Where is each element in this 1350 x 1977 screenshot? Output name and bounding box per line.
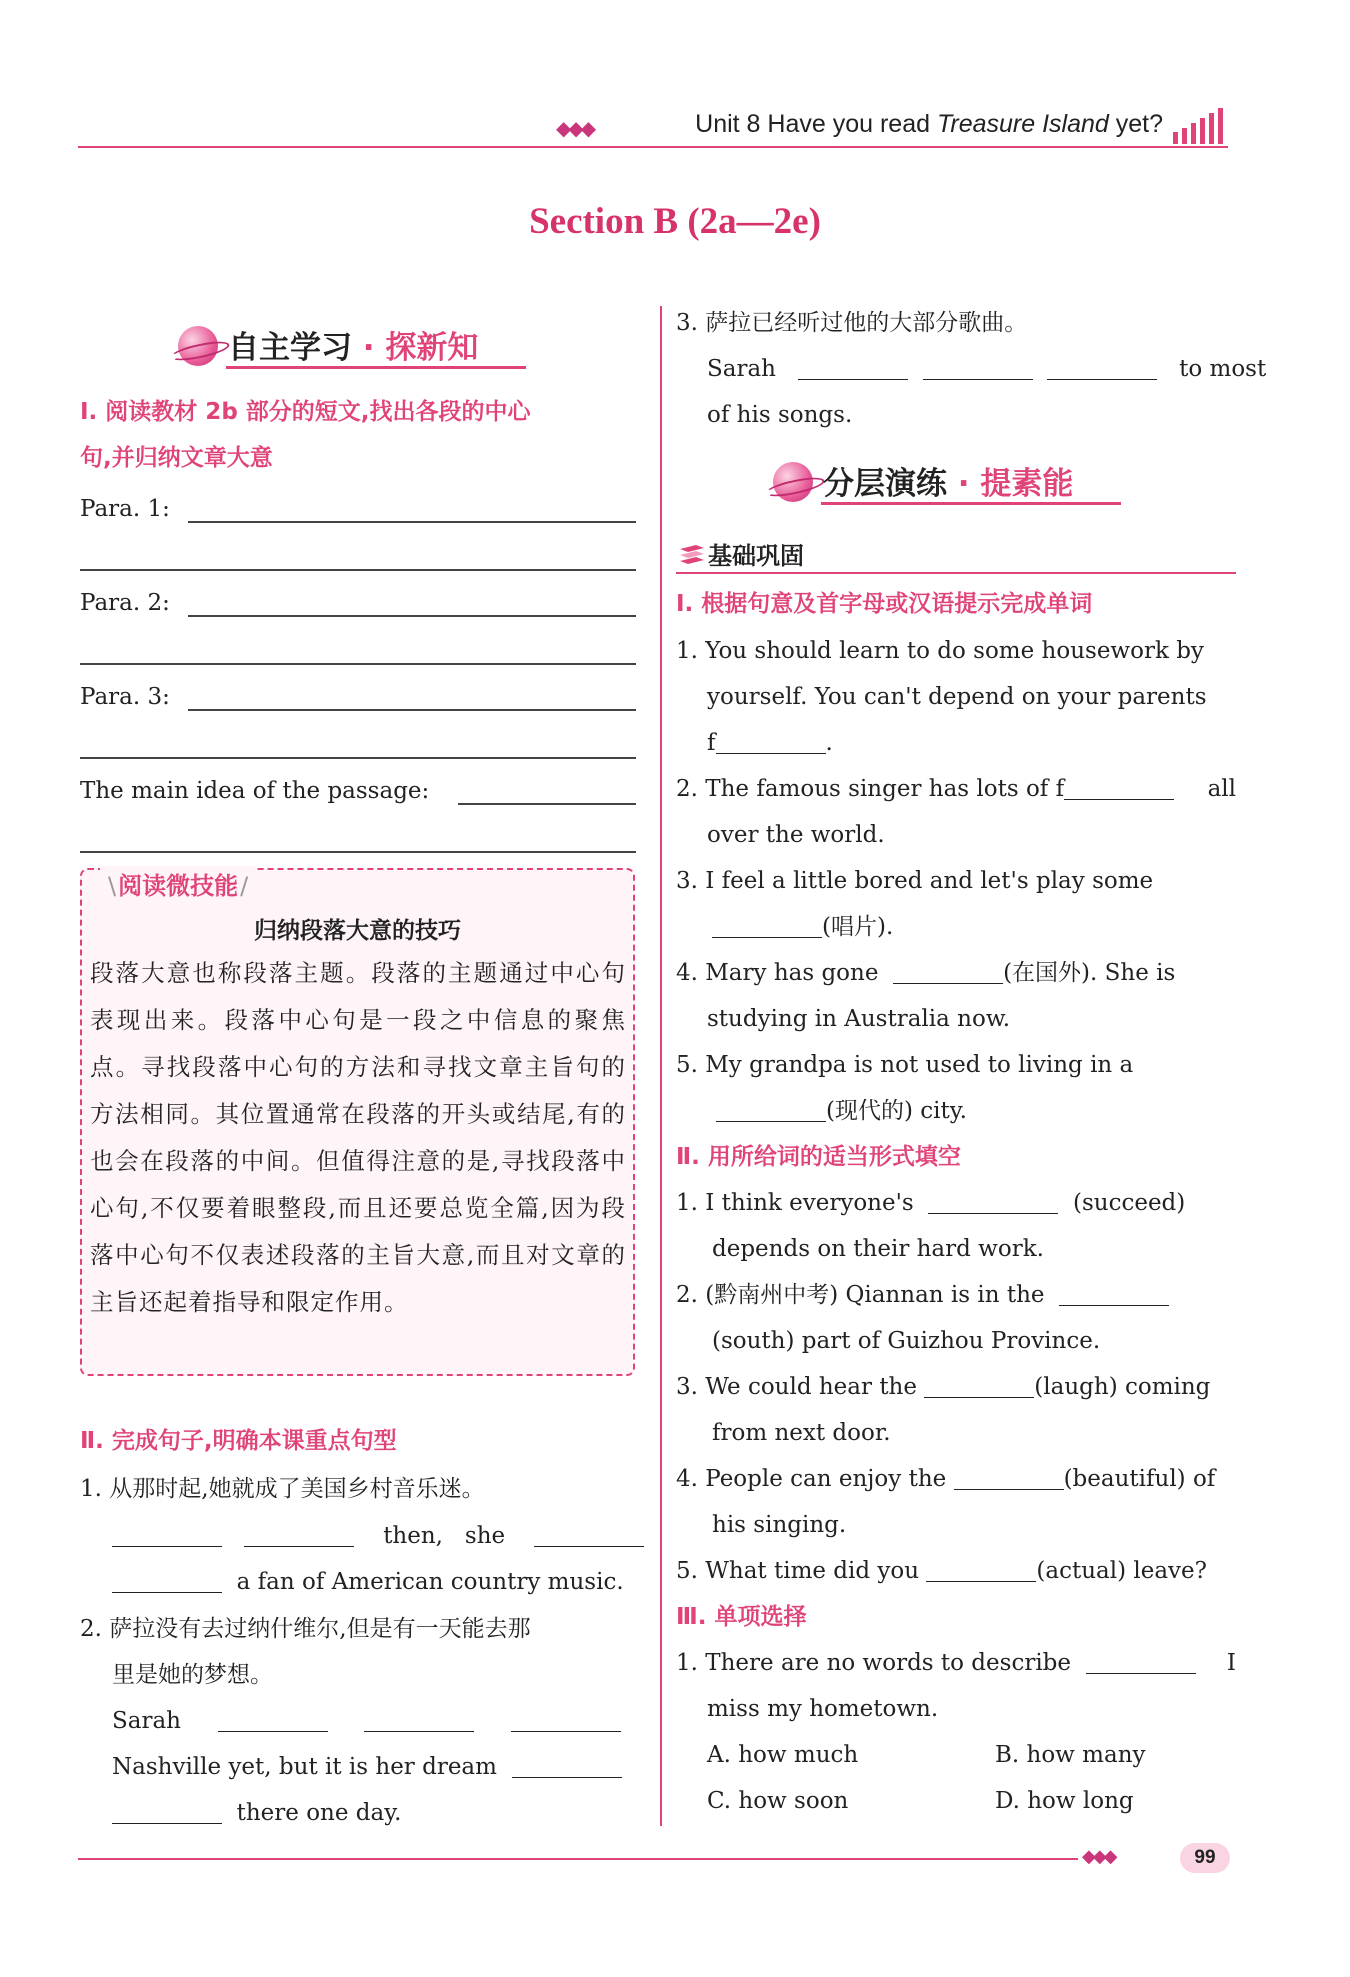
p2-q5-line1: 5. What time did you (actual) leave? [676, 1558, 1207, 1584]
sub-heading-rule [676, 572, 1236, 574]
reading-tips-box [80, 868, 635, 1376]
answer-line [80, 663, 636, 665]
banner-practice [773, 452, 1133, 508]
q2-answer-row-2: Nashville yet, but it is her dream [112, 1744, 622, 1790]
banner-underline [821, 502, 1121, 505]
answer-line [80, 851, 636, 853]
answer-line [80, 757, 636, 759]
p1-q1-line2: yourself. You can't depend on your parents [707, 684, 1207, 710]
page-header [78, 108, 1233, 148]
option-c[interactable]: C. how soon [707, 1788, 849, 1814]
right-q3-answer-row: Sarah to most [707, 356, 1267, 382]
main-idea-label: The main idea of the passage: [80, 778, 430, 804]
option-d[interactable]: D. how long [995, 1788, 1134, 1814]
q2-chinese-2: 里是她的梦想。 [112, 1662, 273, 1688]
book-stack-icon [678, 543, 706, 567]
p2-q1-line2: depends on their hard work. [712, 1236, 1044, 1262]
triple-diamond-icon: ◆◆◆ [556, 116, 594, 140]
part1-heading-left-2: 句,并归纳文章大意 [80, 445, 273, 471]
answer-line [188, 521, 636, 523]
q2-answer-row: Sarah [112, 1698, 621, 1744]
right-q3-chinese: 3. 萨拉已经听过他的大部分歌曲。 [676, 310, 1028, 336]
p2-q2-line2: (south) part of Guizhou Province. [712, 1328, 1101, 1354]
q1-answer-row: then, she [112, 1513, 644, 1559]
part3-heading-right: Ⅲ. 单项选择 [676, 1604, 807, 1630]
triple-diamond-icon: ◆◆◆ [1082, 1846, 1115, 1867]
tips-body: 段落大意也称段落主题。段落的主题通过中心句表现出来。段落中心句是一段之中信息的聚焦点。寻找段落中心句的方法和寻找文章主旨句的方法相同。其位置通常在段落的开头或结尾,有的也会在段落的中间。但值得注意的是,寻找段落中心句,不仅要着眼整段,而且还要总览全篇,因为段落中心句不仅表述段落的主旨大意,而且对文章的主旨还起着指导和限定作用。 [90, 959, 626, 1316]
p1-q1-line3: f . [707, 730, 833, 756]
p2-q4-line2: his singing. [712, 1512, 847, 1538]
sub-heading: 基础巩固 [678, 536, 804, 571]
banner-underline [226, 366, 526, 369]
part1-heading-left: Ⅰ. 阅读教材 2b 部分的短文,找出各段的中心 [80, 399, 531, 425]
option-b[interactable]: B. how many [995, 1742, 1146, 1768]
p3-q1-line2: miss my hometown. [707, 1696, 939, 1722]
para1-label: Para. 1: [80, 496, 170, 522]
tips-tag: \ 阅读微技能 / [100, 866, 256, 906]
footer-rule [78, 1858, 1078, 1860]
answer-line [188, 709, 636, 711]
p1-q1-line1: 1. You should learn to do some housework by [676, 638, 1204, 664]
p2-q1-line1: 1. I think everyone's (succeed) [676, 1190, 1186, 1216]
p1-q4-line2: studying in Australia now. [707, 1006, 1011, 1032]
part1-heading-right: Ⅰ. 根据句意及首字母或汉语提示完成单词 [676, 591, 1093, 617]
signal-bars-icon [1171, 108, 1225, 146]
globe-icon [773, 462, 813, 502]
p1-q2-line1: 2. The famous singer has lots of f all [676, 776, 1236, 802]
p1-q5-line1: 5. My grandpa is not used to living in a [676, 1052, 1134, 1078]
banner-text: 分层演练 · 提素能 [823, 466, 1074, 502]
tips-title: 归纳段落大意的技巧 [254, 918, 461, 944]
q1-answer-row-2: a fan of American country music. [112, 1559, 624, 1605]
q1-chinese: 1. 从那时起,她就成了美国乡村音乐迷。 [80, 1476, 485, 1502]
right-q3-tail: of his songs. [707, 402, 853, 428]
p1-q2-line2: over the world. [707, 822, 885, 848]
globe-icon [178, 326, 218, 366]
answer-line [80, 569, 636, 571]
answer-line [458, 803, 636, 805]
page-number: 99 [1180, 1843, 1230, 1873]
p1-q5-line2: (现代的) city. [716, 1088, 967, 1134]
banner-text: 自主学习 · 探新知 [228, 330, 479, 366]
part2-heading-left: Ⅱ. 完成句子,明确本课重点句型 [80, 1428, 397, 1454]
p2-q4-line1: 4. People can enjoy the (beautiful) of [676, 1466, 1216, 1492]
p3-q1-line1: 1. There are no words to describe I [676, 1650, 1236, 1676]
p2-q3-line2: from next door. [712, 1420, 891, 1446]
p1-q4-line1: 4. Mary has gone (在国外). She is [676, 960, 1176, 986]
part2-heading-right: Ⅱ. 用所给词的适当形式填空 [676, 1144, 961, 1170]
section-title: Section B (2a—2e) [529, 201, 821, 242]
para2-label: Para. 2: [80, 590, 170, 616]
unit-title: Unit 8 Have you read Treasure Island yet? [695, 110, 1163, 138]
q2-answer-row-3: there one day. [112, 1790, 401, 1836]
header-rule [78, 146, 1228, 148]
q2-chinese: 2. 萨拉没有去过纳什维尔,但是有一天能去那 [80, 1616, 531, 1642]
p1-q3-line2: (唱片). [712, 904, 893, 950]
p1-q3-line1: 3. I feel a little bored and let's play some [676, 868, 1154, 894]
banner-self-study [178, 316, 538, 372]
answer-line [188, 615, 636, 617]
p2-q3-line1: 3. We could hear the (laugh) coming [676, 1374, 1211, 1400]
option-a[interactable]: A. how much [707, 1742, 859, 1768]
para3-label: Para. 3: [80, 684, 170, 710]
column-divider [660, 306, 662, 1826]
p2-q2-line1: 2. (黔南州中考) Qiannan is in the [676, 1272, 1169, 1318]
